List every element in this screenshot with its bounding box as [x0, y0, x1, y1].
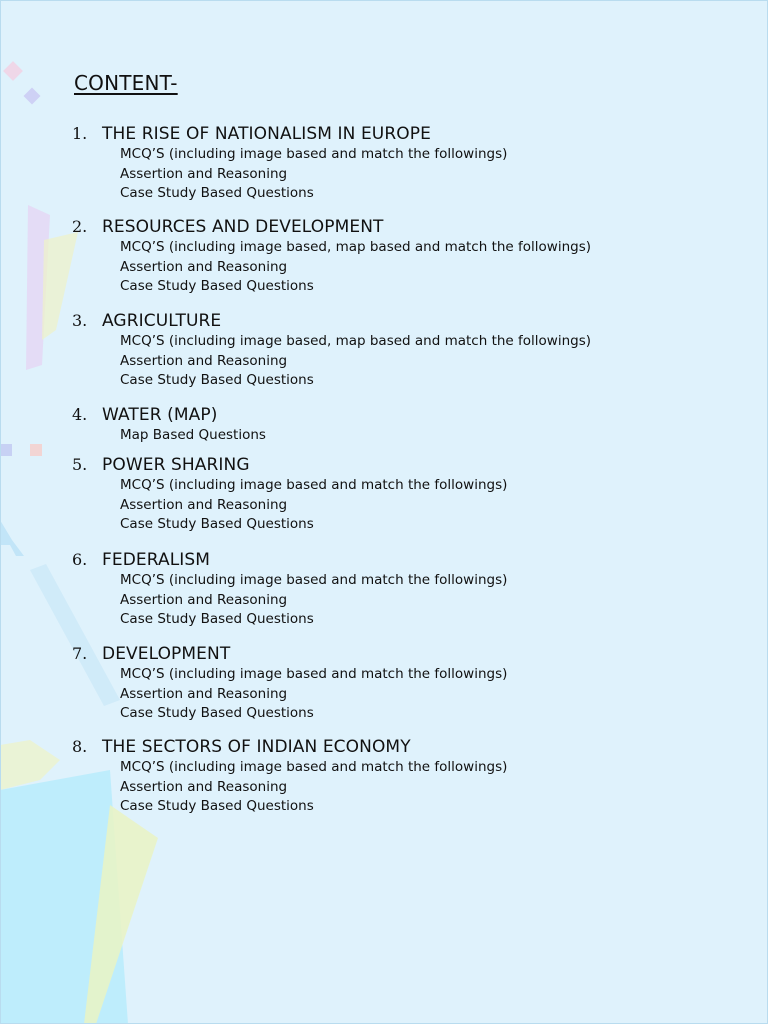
- toc-section-3: [72, 310, 712, 391]
- list-item: Case Study Based Questions: [120, 185, 314, 201]
- list-item: Assertion and Reasoning: [120, 258, 288, 275]
- section-heading: [72, 643, 712, 665]
- toc-section-4: [72, 404, 712, 446]
- toc-section-8: [72, 736, 712, 817]
- section-number: 2.: [72, 217, 88, 236]
- list-item: Assertion and Reasoning: [120, 165, 288, 182]
- list-item: Assertion and Reasoning: [120, 685, 288, 702]
- list-item: MCQ’S (including image based and match the followings): [120, 759, 508, 775]
- section-heading: [72, 216, 712, 238]
- toc-section-2: [72, 216, 712, 297]
- list-item: Case Study Based Questions: [120, 705, 314, 721]
- section-number: 4.: [72, 405, 88, 424]
- toc-section-1: [72, 123, 712, 204]
- list-item: MCQ’S (including image based and match the followings): [120, 146, 508, 162]
- list-item: MCQ’S (including image based, map based and match the followings): [120, 239, 592, 255]
- section-title: RESOURCES AND DEVELOPMENT: [102, 217, 384, 237]
- section-heading: [72, 454, 712, 476]
- section-number: 7.: [72, 644, 88, 663]
- section-title: FEDERALISM: [102, 550, 211, 570]
- section-heading: [72, 310, 712, 332]
- section-heading: [72, 404, 712, 426]
- list-item: MCQ’S (including image based and match the followings): [120, 572, 508, 588]
- list-item: Map Based Questions: [120, 427, 266, 443]
- list-item: Case Study Based Questions: [120, 798, 314, 814]
- toc-section-6: [72, 549, 712, 630]
- section-items: [120, 145, 712, 204]
- section-items: [120, 332, 712, 391]
- toc-section-5: [72, 454, 712, 535]
- list-item: Assertion and Reasoning: [120, 496, 288, 513]
- section-title: THE SECTORS OF INDIAN ECONOMY: [102, 737, 411, 757]
- section-heading: [72, 123, 712, 145]
- section-title: DEVELOPMENT: [102, 644, 231, 664]
- list-item: Case Study Based Questions: [120, 611, 314, 627]
- list-item: MCQ’S (including image based and match the followings): [120, 477, 508, 493]
- section-items: [120, 758, 712, 817]
- section-items: [120, 238, 712, 297]
- section-number: 8.: [72, 737, 88, 756]
- section-items: [120, 665, 712, 724]
- section-heading: [72, 549, 712, 571]
- list-item: Case Study Based Questions: [120, 278, 314, 294]
- section-title: POWER SHARING: [102, 455, 250, 475]
- section-title: WATER (MAP): [102, 405, 218, 425]
- list-item: MCQ’S (including image based and match the followings): [120, 666, 508, 682]
- list-item: MCQ’S (including image based, map based and match the followings): [120, 333, 592, 349]
- section-items: [120, 571, 712, 630]
- list-item: Assertion and Reasoning: [120, 778, 288, 795]
- section-number: 5.: [72, 455, 88, 474]
- list-item: Assertion and Reasoning: [120, 591, 288, 608]
- list-item: Case Study Based Questions: [120, 372, 314, 388]
- toc-section-7: [72, 643, 712, 724]
- section-number: 3.: [72, 311, 88, 330]
- section-heading: [72, 736, 712, 758]
- list-item: Case Study Based Questions: [120, 516, 314, 532]
- section-number: 6.: [72, 550, 88, 569]
- section-items: [120, 426, 712, 446]
- section-title: THE RISE OF NATIONALISM IN EUROPE: [102, 124, 431, 144]
- page-title: CONTENT-: [74, 71, 178, 95]
- list-item: Assertion and Reasoning: [120, 352, 288, 369]
- section-title: AGRICULTURE: [102, 311, 222, 331]
- section-items: [120, 476, 712, 535]
- section-number: 1.: [72, 124, 88, 143]
